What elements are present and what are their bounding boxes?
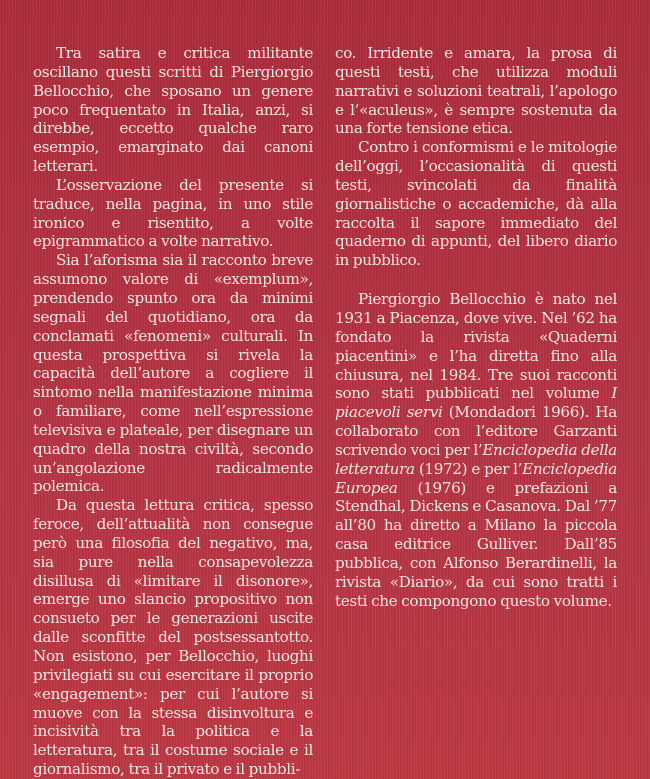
book-title-piacevoli-servi: I piacevoli servi bbox=[335, 384, 617, 422]
left-column bbox=[33, 44, 313, 779]
bio-text-4: (1976) e prefazioni a Stendhal, Dickens e Casanova. Dal ’77 all’80 ha diretto a Milano la piccola casa editrice Gulliver. Dall’85 pubblica, con Alfonso Berardinelli, la rivista «Diario», da cui sono tratti i testi che compongono questo volume. bbox=[335, 478, 617, 610]
bio-text-1: Piergiorgio Bellocchio è nato nel 1931 a Piacenza, dove vive. Nel ’62 ha fondato la rivista «Quaderni piacentini» e l’ha diretta fino alla chiusura, nel 1984. Tre suoi racconti sono stati pubblicati nel volume bbox=[335, 290, 617, 403]
paragraph-continuation: co. Irridente e amara, la prosa di questi testi, che utilizza moduli narrativi e soluzioni teatrali, l’apologo e l’«aculeus», è sempre sostenuta da una forte tensione etica. bbox=[335, 44, 617, 138]
paragraph-critique: Da questa lettura critica, spesso feroce, dell’attualità non consegue però una filosofia del negativo, ma, sia pure nella consapevolezza disillusa di «limitare il disonore», emerge uno slancio propositivo non consueto per le generazioni uscite dalle sconfitte del postsessantotto. Non esistono, per Bellocchio, luoghi privilegiati su cui esercitare il proprio «engagement»: per cui l’autore si muove con la stessa disinvoltura e incisività tra la politica e la letteratura, tra il costume sociale e il giornalismo, tra il privato e il pubbli- bbox=[33, 496, 313, 779]
paragraph-intro: Tra satira e critica militante oscillano questi scritti di Piergiorgio Bellocchio, che sposano un genere poco frequentato in Italia, anzi, si direbbe, eccetto qualche raro esempio, emarginato dai canoni letterari. bbox=[33, 44, 313, 176]
bio-text-2: (Mondadori 1966). Ha collaborato con l’editore Garzanti scrivendo voci per l’ bbox=[335, 403, 617, 459]
paragraph-conformism: Contro i conformismi e le mitologie dell’oggi, l’occasionalità di questi testi, svincolati da finalità giornalistiche o accademiche, dà alla raccolta il sapore immediato del quaderno di appunti, del libero diario in pubblico. bbox=[335, 138, 617, 270]
paragraph-style: L’osservazione del presente si traduce, nella pagina, in uno stile ironico e risentito, a volte epigrammatico a volte narrativo. bbox=[33, 175, 313, 251]
paragraph-exemplum: Sia l’aforisma sia il racconto breve assumono valore di «exemplum», prendendo spunto ora da minimi segnali del quotidiano, ora da conclamati «fenomeni» culturali. In questa prospettiva si rivela la capacità dell’autore a cogliere il sintomo nella manifestazione minima o familiare, come nell’espressione televisiva e plateale, per disegnare un quadro della nostra civiltà, secondo un’angolazione radicalmente polemica. bbox=[33, 251, 313, 496]
work-title-enciclopedia-letteratura: Enciclopedia della letteratura bbox=[335, 440, 617, 478]
work-title-enciclopedia-europea: Enciclopedia Europea bbox=[335, 459, 617, 497]
right-column bbox=[335, 44, 617, 610]
bio-text-3: (1972) e per l’ bbox=[414, 459, 523, 478]
author-bio bbox=[335, 290, 617, 610]
